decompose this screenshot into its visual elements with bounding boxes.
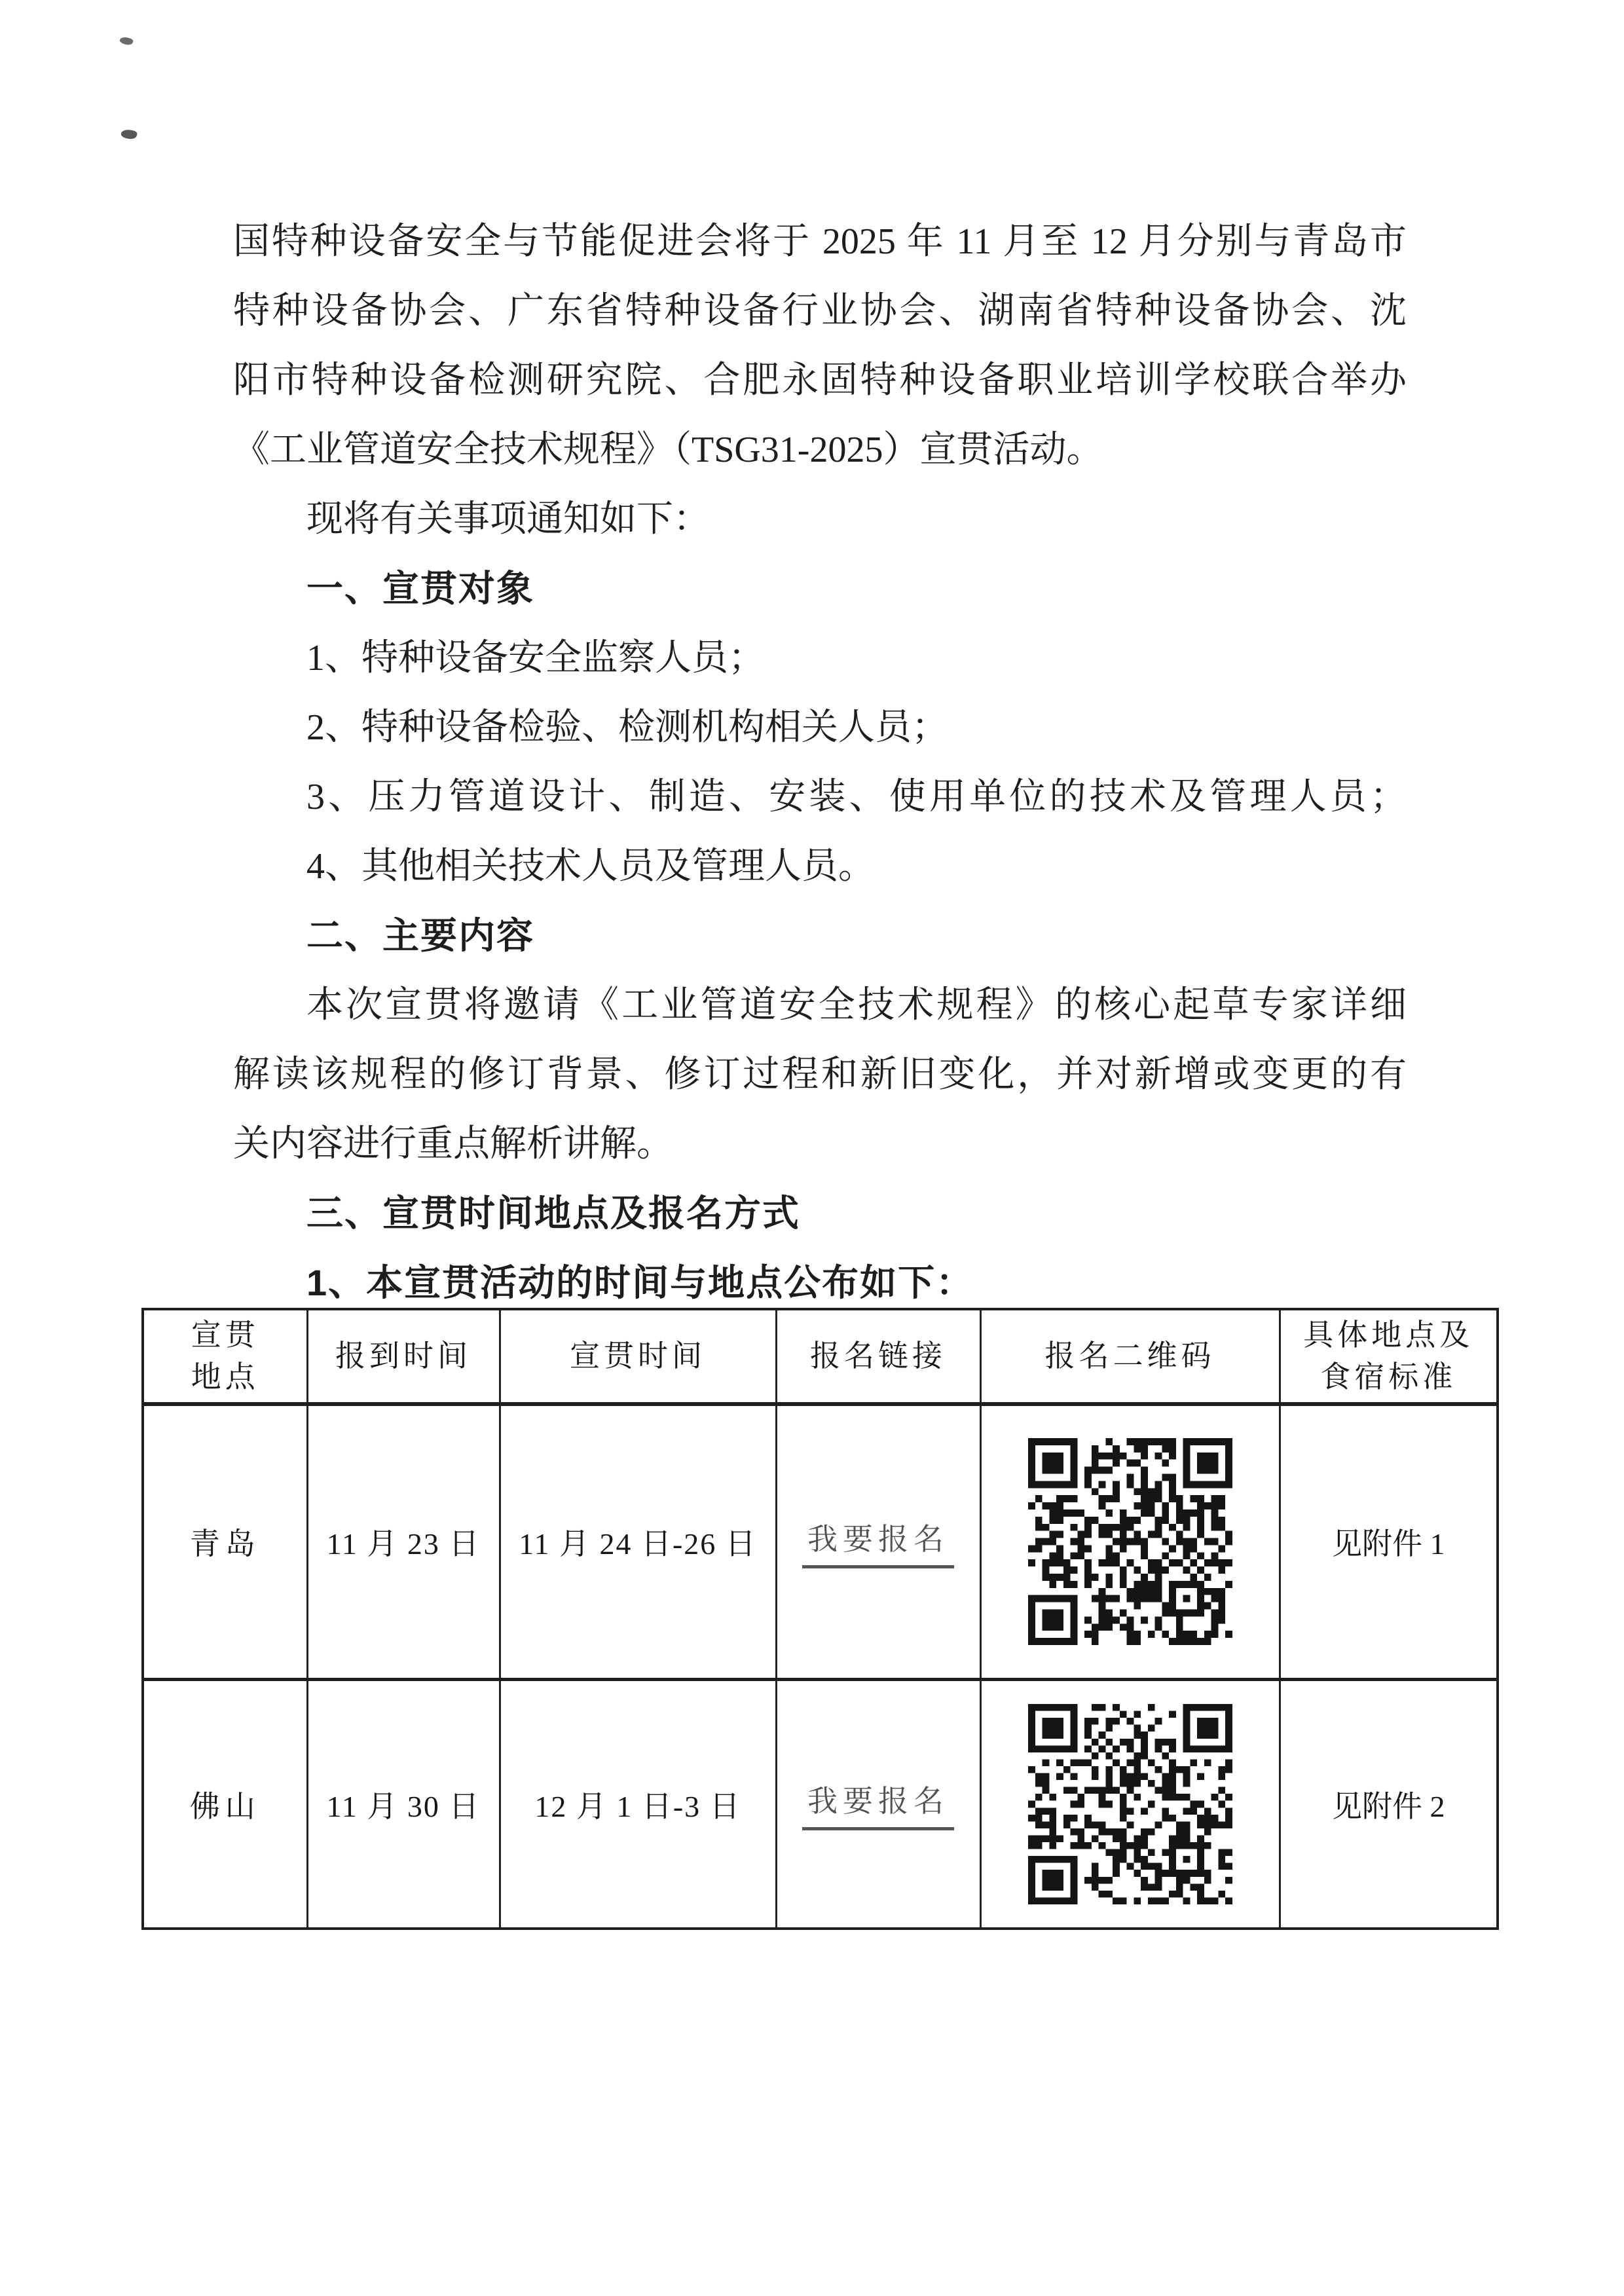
cell-location-text: 佛山 — [189, 1789, 261, 1823]
cell-report-date — [307, 1404, 500, 1679]
column-header — [500, 1309, 776, 1404]
paragraph-line: 阳市特种设备检测研究院、合肥永固特种设备职业培训学校联合举办 — [233, 360, 1407, 401]
cell-registration-link — [776, 1679, 980, 1929]
column-header-text: 地点 — [191, 1360, 259, 1394]
paragraph-line: 1、特种设备安全监察人员； — [306, 638, 765, 678]
table-row — [143, 1679, 1498, 1929]
paragraph-line: 《工业管道安全技术规程》（TSG31-2025）宣贯活动。 — [233, 430, 1103, 470]
cell-event-dates — [500, 1679, 776, 1929]
column-header-text: 具体地点及 — [1303, 1318, 1474, 1352]
schedule-table-body — [143, 1404, 1498, 1929]
cell-registration-link — [776, 1404, 980, 1679]
column-header-text: 报名二维码 — [1044, 1339, 1215, 1373]
paragraph-line: 关内容进行重点解析讲解。 — [233, 1124, 673, 1164]
column-header — [143, 1309, 307, 1404]
section-heading: 1、本宣贯活动的时间与地点公布如下： — [306, 1262, 974, 1303]
column-header-text: 宣贯时间 — [570, 1339, 706, 1373]
paragraph-line: 3、压力管道设计、制造、安装、使用单位的技术及管理人员； — [306, 777, 1407, 817]
qr-code-icon — [982, 1438, 1279, 1645]
paragraph-line: 特种设备协会、广东省特种设备行业协会、湖南省特种设备协会、沈 — [233, 291, 1407, 331]
paragraph-line: 2、特种设备检验、检测机构相关人员； — [306, 707, 948, 748]
cell-location-text: 青岛 — [189, 1527, 261, 1561]
notice-body — [233, 207, 1407, 1318]
column-header — [307, 1309, 500, 1404]
cell-location — [143, 1404, 307, 1679]
cell-event-dates-text: 11 月 24 日-26 日 — [519, 1527, 757, 1561]
section-heading: 三、宣贯时间地点及报名方式 — [306, 1193, 800, 1234]
column-header — [980, 1309, 1280, 1404]
paragraph-line: 国特种设备安全与节能促进会将于 2025 年 11 月至 12 月分别与青岛市 — [233, 221, 1407, 262]
cell-qr — [980, 1404, 1280, 1679]
column-header-text: 食宿标准 — [1320, 1360, 1457, 1394]
paragraph-line: 本次宣贯将邀请《工业管道安全技术规程》的核心起草专家详细 — [306, 985, 1407, 1026]
register-link[interactable]: 我要报名 — [802, 1515, 954, 1568]
cell-report-date-text: 11 月 30 日 — [326, 1789, 481, 1823]
cell-report-date-text: 11 月 23 日 — [326, 1527, 481, 1561]
schedule-table-header — [143, 1309, 1498, 1404]
qr-code-icon — [982, 1704, 1279, 1904]
scan-artifact — [119, 35, 134, 46]
section-heading: 一、宣贯对象 — [306, 568, 534, 609]
cell-attachment — [1280, 1404, 1498, 1679]
column-header — [776, 1309, 980, 1404]
schedule-table — [141, 1308, 1499, 1930]
column-header-text: 报到时间 — [335, 1339, 471, 1373]
scan-artifact — [120, 128, 138, 140]
paragraph-line: 4、其他相关技术人员及管理人员。 — [306, 846, 875, 887]
column-header — [1280, 1309, 1498, 1404]
cell-report-date — [307, 1679, 500, 1929]
column-header-text: 宣贯 — [191, 1318, 259, 1352]
section-heading: 二、主要内容 — [306, 915, 534, 956]
register-link[interactable]: 我要报名 — [802, 1777, 954, 1830]
cell-location — [143, 1679, 307, 1929]
cell-event-dates — [500, 1404, 776, 1679]
cell-attachment-text: 见附件 2 — [1332, 1789, 1445, 1823]
paragraph-line: 解读该规程的修订背景、修订过程和新旧变化，并对新增或变更的有 — [233, 1054, 1407, 1095]
table-row — [143, 1404, 1498, 1679]
column-header-text: 报名链接 — [810, 1339, 946, 1373]
paragraph-line: 现将有关事项通知如下： — [306, 499, 710, 540]
cell-attachment — [1280, 1679, 1498, 1929]
cell-qr — [980, 1679, 1280, 1929]
cell-event-dates-text: 12 月 1 日-3 日 — [534, 1789, 741, 1823]
cell-attachment-text: 见附件 1 — [1332, 1527, 1445, 1561]
